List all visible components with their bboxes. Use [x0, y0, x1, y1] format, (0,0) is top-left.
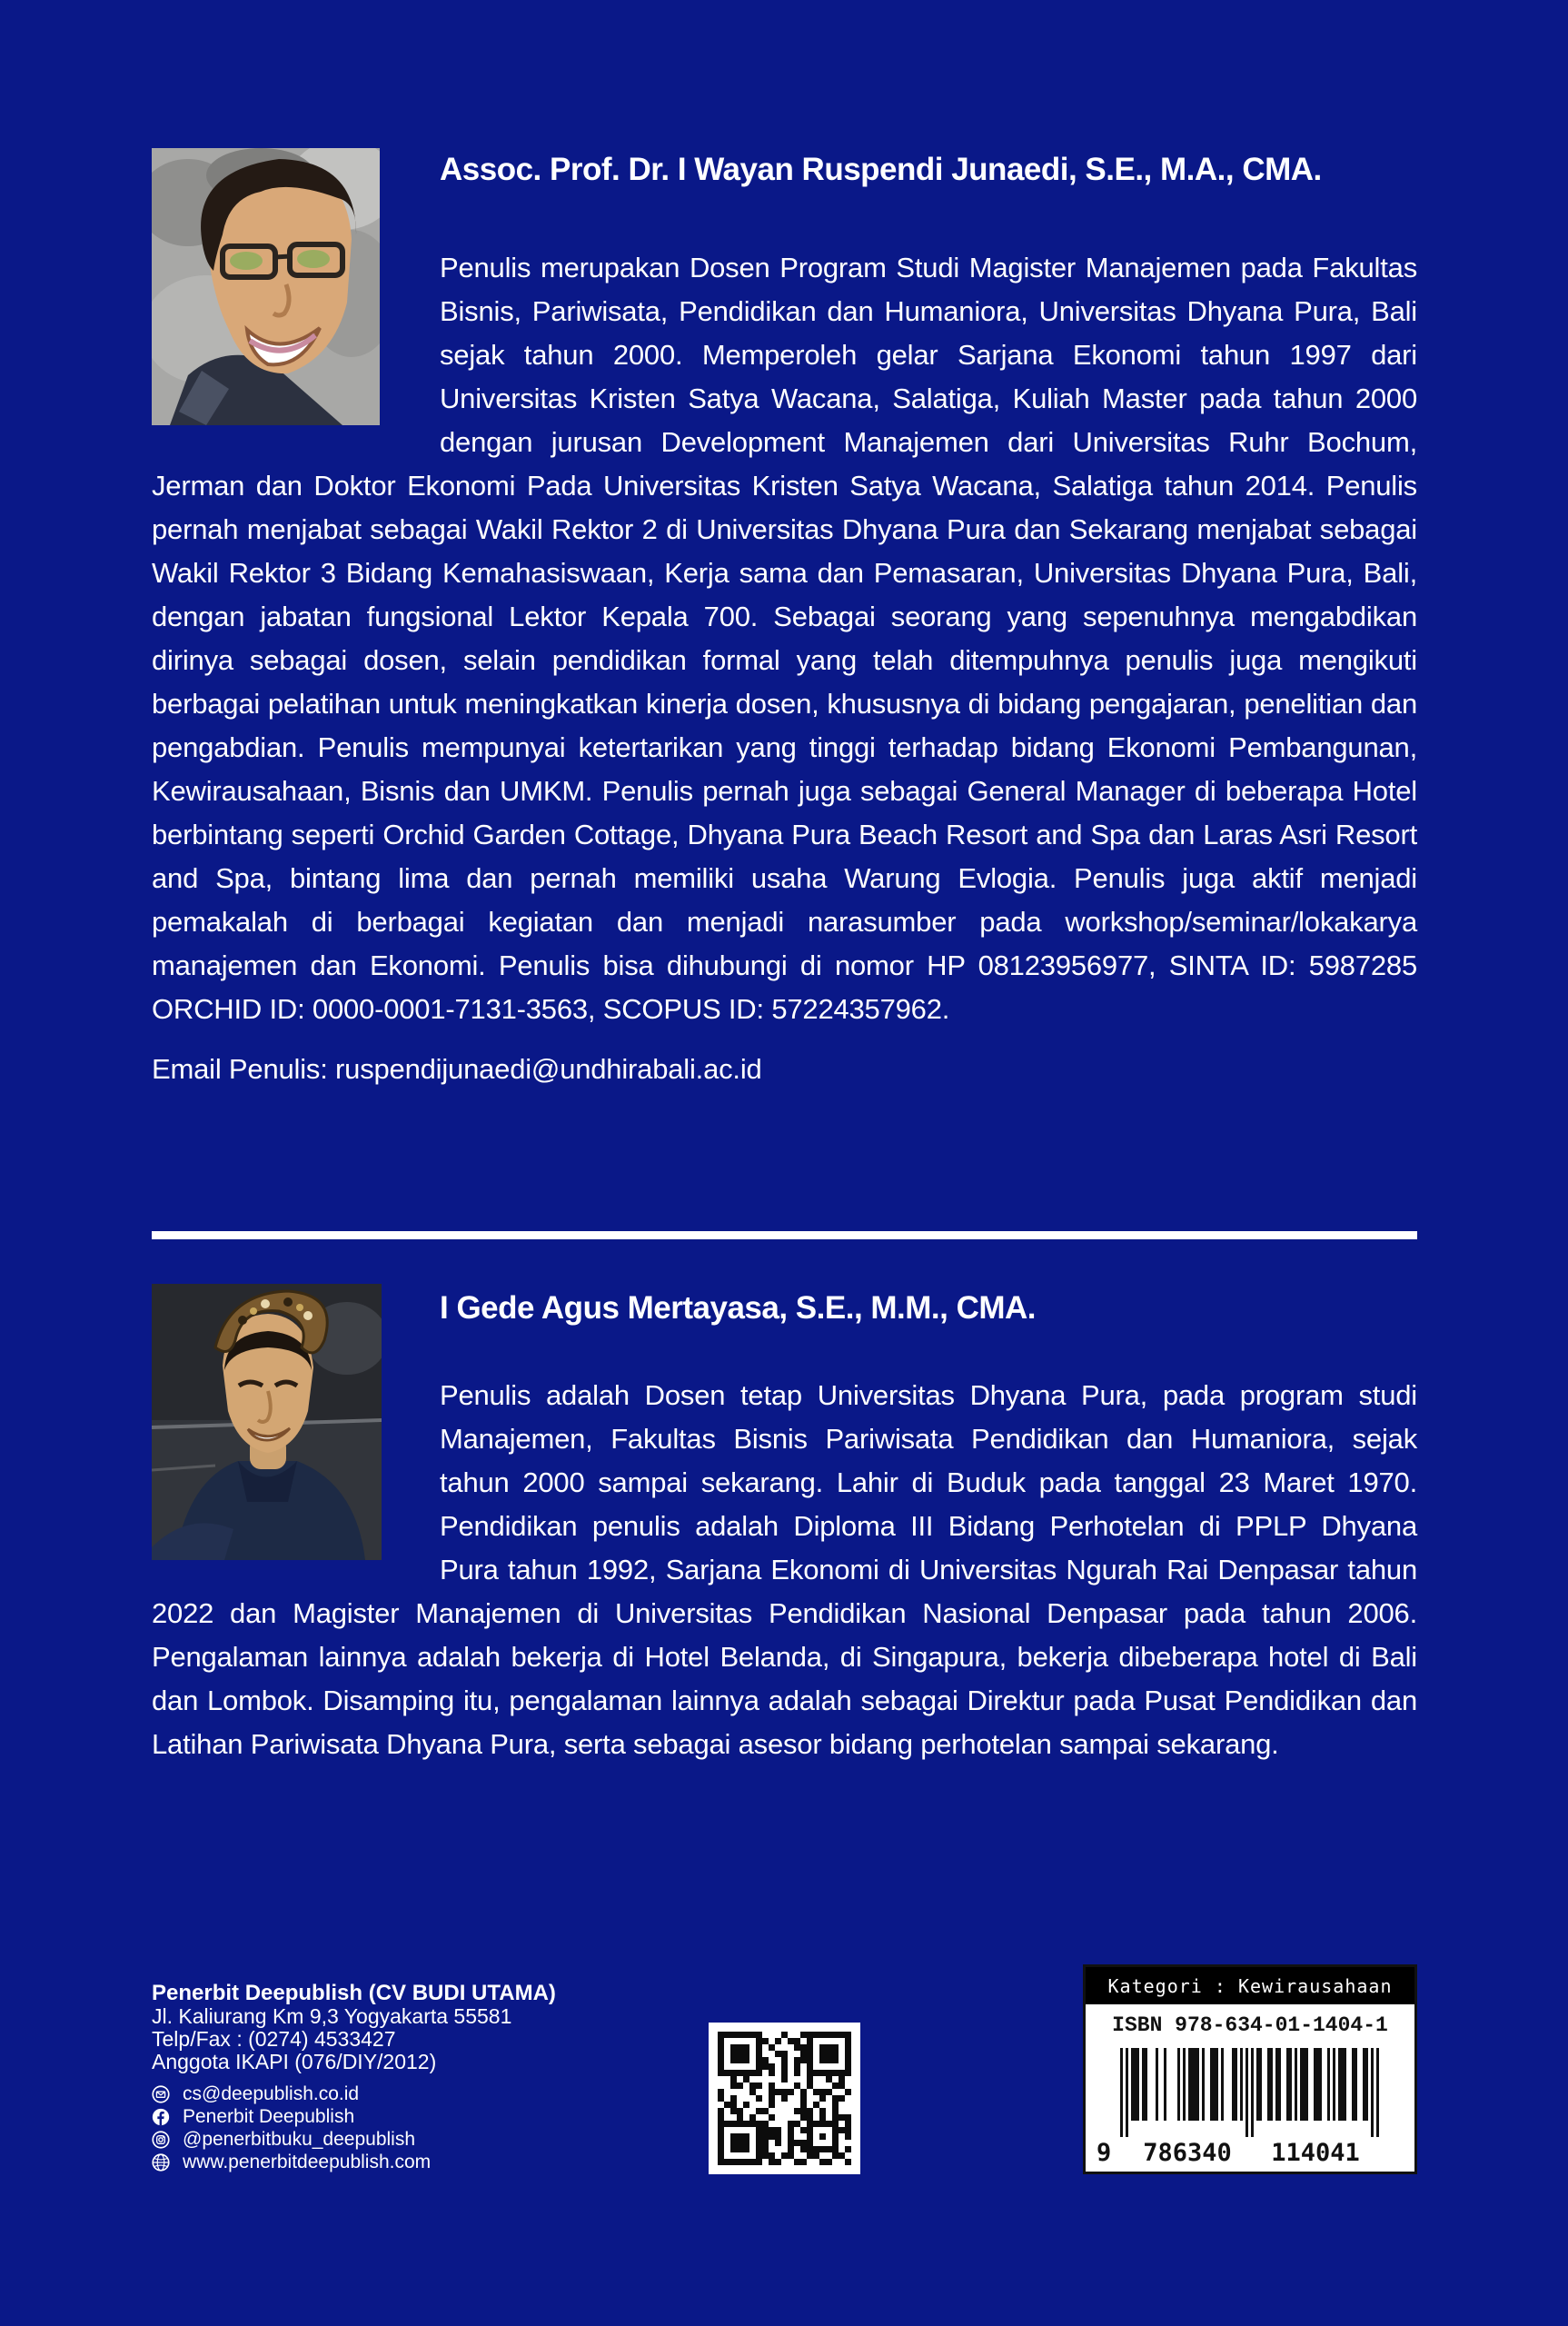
author1-name: Assoc. Prof. Dr. I Wayan Ruspendi Junaedi, S.E., M.A., CMA. [440, 152, 1322, 187]
contact-instagram-row [152, 2128, 556, 2151]
instagram-icon [152, 2131, 170, 2149]
publisher-contacts [152, 2082, 556, 2173]
barcode-bars [1086, 2048, 1414, 2139]
publisher-address: Jl. Kaliurang Km 9,3 Yogyakarta 55581 [152, 2004, 512, 2028]
barcode-digits-group1: 786340 [1143, 2139, 1232, 2167]
author1-section [152, 148, 1417, 1091]
publisher-membership: Anggota IKAPI (076/DIY/2012) [152, 2050, 437, 2073]
isbn-barcode [1083, 1964, 1417, 2174]
author1-photo [152, 148, 380, 425]
qr-code-graphic [718, 2032, 851, 2165]
section-divider [152, 1231, 1417, 1239]
isbn-number: ISBN 978-634-01-1404-1 [1112, 2013, 1388, 2037]
author1-bio: Penulis merupakan Dosen Program Studi Magister Manajemen pada Fakultas Bisnis, Pariwisata, Pendidikan dan Humaniora, Universitas Dhyana Pura, Bali sejak tahun 2000. Memperoleh gelar Sarjana Ekonomi tahun 1997 dari Universitas Kristen Satya Wacana, Salatiga, Kuliah Master pada tahun 2000 dengan jurusan Development Manajemen dari Universitas Ruhr Bochum, Jerman dan Doktor Ekonomi Pada Universitas Kristen Satya Wacana, Salatiga tahun 2014. Penulis pernah menjabat sebagai Wakil Rektor 2 di Universitas Dhyana Pura dan Sekarang menjabat sebagai Wakil Rektor 3 Bidang Kemahasiswaan, Kerja sama dan Pemasaran, Universitas Dhyana Pura, Bali, dengan jabatan fungsional Lektor Kepala 700. Sebagai seorang yang sepenuhnya mengabdikan dirinya sebagai dosen, selain pendidikan formal yang telah ditempuhnya penulis juga mengikuti berbagai pelatihan untuk meningkatkan kinerja dosen, khususnya di bidang pengajaran, penelitian dan pengabdian. Penulis mempunyai ketertarikan yang tinggi terhadap bidang Ekonomi Pembangunan, Kewirausahaan, Bisnis dan UMKM. Penulis pernah juga sebagai General Manager di beberapa Hotel berbintang seperti Orchid Garden Cottage, Dhyana Pura Beach Resort and Spa dan Laras Asri Resort and Spa, bintang lima dan pernah memiliki usaha Warung Evlogia. Penulis juga aktif menjadi pemakalah di berbagai kegiatan dan menjadi narasumber pada workshop/seminar/lokakarya manajemen dan Ekonomi. Penulis bisa dihubungi di nomor HP 08123956977, SINTA ID: 5987285 ORCHID ID: 0000-0001-7131-3563, SCOPUS ID: 57224357962. [152, 252, 1417, 1025]
contact-website-row [152, 2151, 556, 2173]
author2-section [152, 1284, 1417, 1766]
author2-portrait-graphic [152, 1284, 382, 1560]
contact-instagram-label: @penerbitbuku_deepublish [183, 2129, 416, 2150]
facebook-icon [152, 2108, 170, 2126]
contact-facebook-label: Penerbit Deepublish [183, 2106, 355, 2127]
globe-icon [152, 2153, 170, 2172]
contact-website-label: www.penerbitdeepublish.com [183, 2152, 432, 2172]
contact-email-row [152, 2082, 556, 2105]
author1-email: Email Penulis: ruspendijunaedi@undhirabali.ac.id [152, 1053, 762, 1085]
contact-facebook-row [152, 2105, 556, 2128]
author2-name: I Gede Agus Mertayasa, S.E., M.M., CMA. [440, 1290, 1037, 1326]
qr-code [709, 2023, 860, 2174]
publisher-phone: Telp/Fax : (0274) 4533427 [152, 2027, 396, 2051]
author2-bio: Penulis adalah Dosen tetap Universitas Dhyana Pura, pada program studi Manajemen, Fakultas Bisnis Pariwisata Pendidikan dan Humaniora, sejak tahun 2000 sampai sekarang. Lahir di Buduk pada tanggal 23 Maret 1970. Pendidikan penulis adalah Diploma III Bidang Perhotelan di PPLP Dhyana Pura tahun 1992, Sarjana Ekonomi di Universitas Ngurah Rai Denpasar tahun 2022 dan Magister Manajemen di Universitas Pendidikan Nasional Denpasar pada tahun 2006. Pengalaman lainnya adalah bekerja di Hotel Belanda, di Singapura, bekerja dibeberapa hotel di Bali dan Lombok. Disamping itu, pengalaman lainnya adalah sebagai Direktur pada Pusat Pendidikan dan Latihan Pariwisata Dhyana Pura, serta sebagai asesor bidang perhotelan sampai sekarang. [152, 1379, 1417, 1760]
publisher-block [152, 1981, 556, 2173]
author1-portrait-graphic [152, 148, 380, 425]
barcode-digits-group2: 114041 [1271, 2139, 1360, 2167]
contact-email-label: cs@deepublish.co.id [183, 2083, 360, 2104]
publisher-name: Penerbit Deepublish (CV BUDI UTAMA) [152, 1981, 556, 2005]
email-icon [152, 2085, 170, 2103]
barcode-body [1086, 2004, 1414, 2170]
barcode-category: Kategori : Kewirausahaan [1086, 1967, 1414, 2004]
author2-photo [152, 1284, 382, 1560]
barcode-digit-left: 9 [1097, 2139, 1112, 2167]
